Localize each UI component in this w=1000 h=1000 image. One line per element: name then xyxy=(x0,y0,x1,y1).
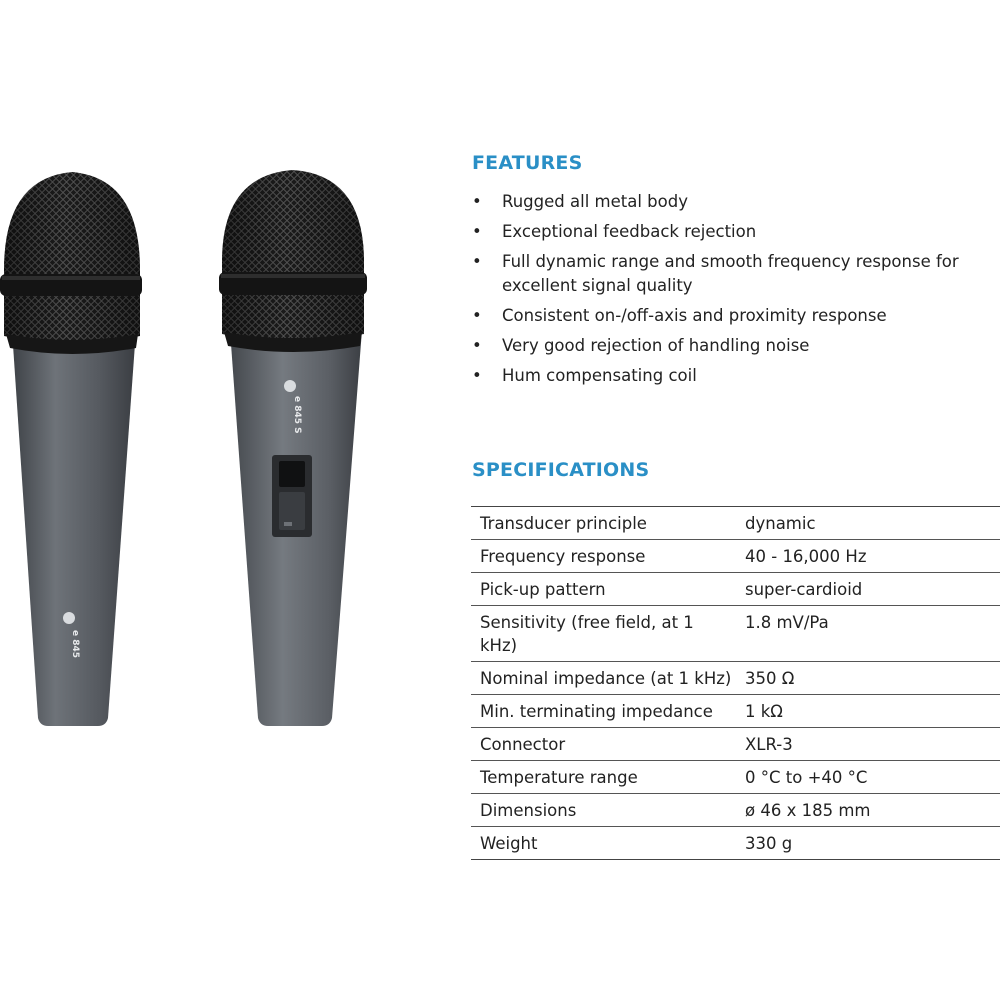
features-heading: FEATURES xyxy=(472,152,583,174)
spec-label: Min. terminating impedance xyxy=(471,695,736,728)
table-row xyxy=(471,761,1000,794)
microphones-image xyxy=(0,0,440,1000)
table-row xyxy=(471,573,1000,606)
bullet-icon: • xyxy=(472,222,482,241)
specifications-heading: SPECIFICATIONS xyxy=(472,459,650,481)
table-row xyxy=(471,794,1000,827)
spec-value: 1.8 mV/Pa xyxy=(736,606,1000,662)
list-item xyxy=(472,304,1000,328)
table-row xyxy=(471,827,1000,860)
list-item xyxy=(472,190,1000,214)
list-item xyxy=(472,220,1000,244)
spec-value: dynamic xyxy=(736,507,1000,540)
feature-text: Rugged all metal body xyxy=(502,192,688,211)
spec-label: Nominal impedance (at 1 kHz) xyxy=(471,662,736,695)
spec-value: 40 - 16,000 Hz xyxy=(736,540,1000,573)
bullet-icon: • xyxy=(472,335,482,355)
feature-text: Consistent on-/off-axis and proximity response xyxy=(502,305,887,325)
bullet-icon: • xyxy=(472,305,482,325)
mic-body xyxy=(12,330,136,726)
bullet-icon: • xyxy=(472,192,482,211)
mic-right-label: e 845 S xyxy=(292,396,302,434)
spec-value: 0 °C to +40 °C xyxy=(736,761,1000,794)
spec-label: Connector xyxy=(471,728,736,761)
features-list xyxy=(472,190,1000,394)
list-item xyxy=(472,250,1000,297)
spec-label: Temperature range xyxy=(471,761,736,794)
spec-label: Weight xyxy=(480,834,538,853)
microphone-e845s xyxy=(219,170,367,726)
spec-value: 330 g xyxy=(745,834,793,853)
feature-text: Full dynamic range and smooth frequency response for excellent signal quality xyxy=(502,252,959,295)
spec-label: Transducer principle xyxy=(471,507,736,540)
spec-label: Sensitivity (free field, at 1 kHz) xyxy=(471,606,736,662)
spec-value: ø 46 x 185 mm xyxy=(736,794,1000,827)
mic-left-label: e 845 xyxy=(70,630,80,659)
specifications-table xyxy=(471,506,1000,860)
table-row xyxy=(471,507,1000,540)
spec-value: XLR-3 xyxy=(736,728,1000,761)
table-row xyxy=(471,540,1000,573)
spec-value: 1 kΩ xyxy=(736,695,1000,728)
spec-label: Pick-up pattern xyxy=(471,573,736,606)
microphone-e845 xyxy=(0,172,142,726)
feature-text: Hum compensating coil xyxy=(502,365,697,385)
feature-text: Exceptional feedback rejection xyxy=(502,222,757,241)
table-row xyxy=(471,606,1000,662)
spec-label: Frequency response xyxy=(471,540,736,573)
table-row xyxy=(471,728,1000,761)
feature-text: Very good rejection of handling noise xyxy=(502,335,810,355)
bullet-icon: • xyxy=(472,365,482,385)
spec-label: Dimensions xyxy=(471,794,736,827)
spec-value: 350 Ω xyxy=(736,662,1000,695)
list-item xyxy=(472,364,1000,388)
spec-value: super-cardioid xyxy=(736,573,1000,606)
table-row xyxy=(471,662,1000,695)
bullet-icon: • xyxy=(472,252,482,271)
list-item xyxy=(472,334,1000,358)
table-row xyxy=(471,695,1000,728)
